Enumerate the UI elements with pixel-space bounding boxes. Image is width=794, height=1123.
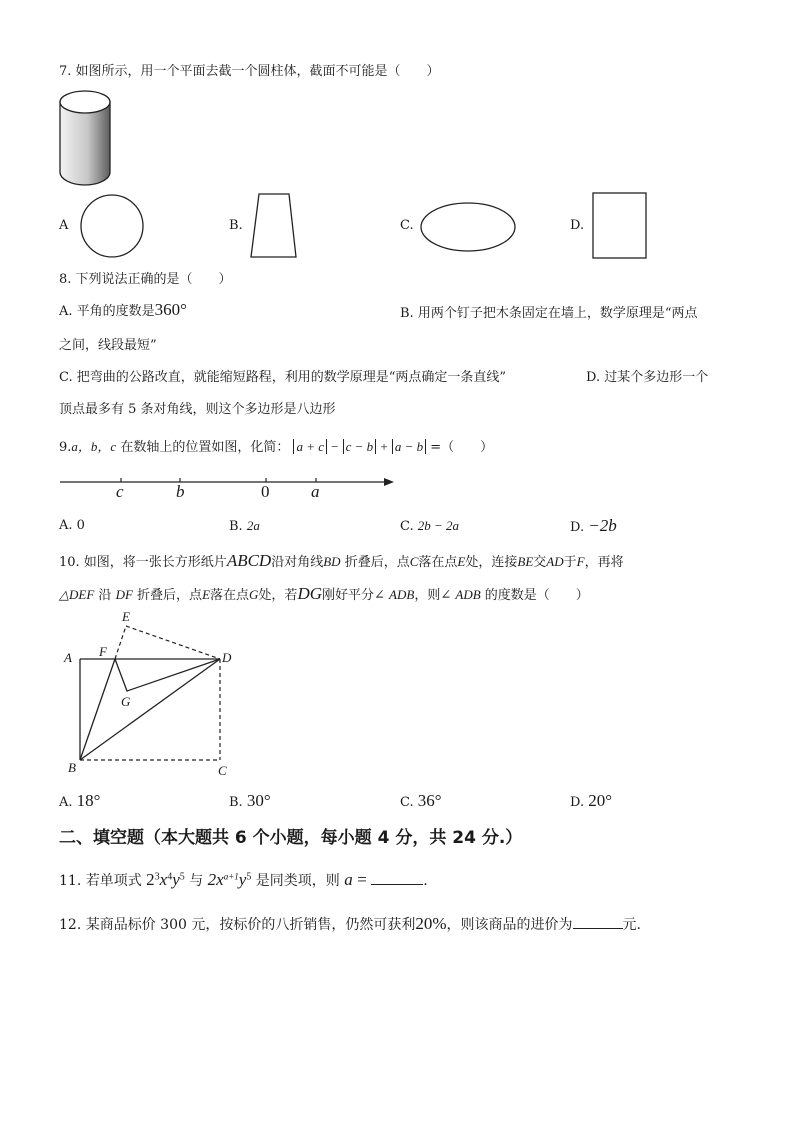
q9-option-a: A. 0: [59, 518, 85, 533]
q9-vars: a，b，c: [71, 439, 117, 454]
q10-option-c-value: 36°: [417, 791, 442, 810]
q10-text: 沿对角线: [271, 555, 324, 570]
q10-label-f: F: [99, 644, 107, 659]
q10-option-a: [59, 791, 100, 811]
q10-segment-be: BE: [517, 554, 534, 569]
q10-text: 落在点: [210, 588, 250, 603]
q11-end: .: [423, 873, 428, 889]
q10-point-f: F: [576, 554, 585, 569]
q10-point-e: E: [202, 587, 211, 602]
q10-text: 10. 如图，将一张长方形纸片: [59, 555, 227, 570]
q11-answer-blank[interactable]: [371, 870, 423, 885]
q9-number-line: [60, 476, 396, 488]
q10-text: 落在点: [418, 555, 458, 570]
q10-text: 交: [533, 555, 547, 570]
q10-text: ，再将: [584, 555, 624, 570]
q12-text: 某商品标价 300 元，按标价的八折销售，仍然可获利: [85, 917, 416, 933]
q10-line1: [59, 551, 624, 571]
q8-option-d-line2: 顶点最多有 5 条对角线，则这个多边形是八边形: [59, 402, 336, 417]
q10-text: 刚好平分∠: [322, 588, 385, 603]
q10-line2: [59, 584, 589, 604]
q10-text: 折叠后，点: [344, 555, 410, 570]
q10-text: 的度数是（ ）: [484, 588, 589, 603]
q11-term: 2x: [207, 870, 224, 889]
q10-text: 处，连接: [465, 555, 518, 570]
q11-exp: a+1: [223, 871, 239, 882]
q8-option-d-line1: D. 过某个多边形一个: [586, 370, 709, 385]
q9-abs-2: [343, 439, 377, 454]
q11-var-x: x: [159, 870, 168, 889]
q10-segment-ad: AD: [546, 554, 564, 569]
q12-text: ，则该商品的进价为: [446, 917, 573, 933]
q10-label-d: D: [222, 650, 232, 665]
q9-axis-label-c: c: [116, 482, 124, 501]
q7-option-a-circle: [80, 194, 144, 258]
q9-axis-label-b: b: [176, 482, 185, 501]
q11-equals: =: [357, 870, 367, 889]
q10-fold-figure: [60, 605, 250, 780]
q8-option-a-text: A. 平角的度数是: [59, 304, 155, 319]
q8-option-b-line1: B. 用两个钉子把木条固定在墙上，数学原理是“两点: [400, 306, 698, 321]
q12-number: 12.: [59, 917, 82, 933]
q12-percent: 20%: [415, 914, 447, 933]
section-2-heading: 二、填空题（本大题共 6 个小题，每小题 4 分，共 24 分.）: [59, 828, 523, 848]
q11-text: 是同类项，则: [255, 873, 340, 889]
q10-option-a-value: 18°: [76, 791, 101, 810]
q9-option-b: [229, 518, 260, 534]
q11: [59, 870, 428, 890]
q10-diag-name: BD: [323, 554, 341, 569]
q9-axis-label-a: a: [311, 482, 320, 501]
q11-var-y: y: [238, 870, 247, 889]
q9-option-d-value: −2b: [588, 516, 617, 535]
q10-option-d: [570, 791, 612, 811]
q11-exp: 5: [246, 871, 252, 883]
q11-number: 11.: [59, 873, 82, 889]
q11-exp: 3: [154, 871, 160, 883]
q9-minus: −: [331, 439, 339, 454]
cylinder-figure: [55, 88, 115, 190]
q10-text: 折叠后，点: [137, 588, 203, 603]
q9-plus: +: [380, 439, 388, 454]
q10-segment-df: DF: [115, 587, 133, 602]
q10-text: 于: [563, 555, 577, 570]
q8-stem: 8. 下列说法正确的是（ ）: [59, 272, 232, 287]
q11-text: 与: [189, 873, 204, 889]
q9-stem-mid: 在数轴上的位置如图，化简：: [116, 440, 290, 455]
q9-option-d: [570, 516, 617, 536]
q7-option-b-trapezoid: [250, 193, 298, 259]
q9-expr-1: a + c: [296, 439, 325, 454]
q8-option-a-value: 360°: [154, 300, 187, 319]
q10-label-a: A: [64, 650, 72, 665]
q9-axis-label-zero: 0: [261, 482, 270, 501]
q10-option-a-label: A.: [59, 795, 73, 810]
q10-point-e: E: [457, 554, 466, 569]
q10-angle-adb: ADB: [455, 587, 481, 602]
q9-option-c-label: C.: [400, 519, 414, 534]
q7-option-d-rectangle: [592, 192, 648, 260]
q9-option-b-value: 2a: [246, 518, 260, 533]
q10-label-b: B: [68, 760, 76, 775]
q10-text: 处，若: [258, 588, 298, 603]
q10-segment-dg: DG: [297, 584, 322, 603]
q7-option-b-label: B.: [229, 218, 243, 233]
q7-option-c-label: C.: [400, 218, 414, 233]
q9-abs-1: [293, 439, 327, 454]
q10-option-c: [400, 791, 442, 811]
q7-option-c-ellipse: [420, 202, 516, 252]
q10-text: 沿: [94, 588, 112, 603]
q9-option-c: [400, 518, 459, 534]
q9-abs-3: [392, 439, 426, 454]
q12-end: 元.: [622, 917, 641, 933]
q10-option-b: [229, 791, 271, 811]
q10-option-b-label: B.: [229, 795, 243, 810]
q9-expr-3: a − b: [394, 439, 424, 454]
q8-option-a: [59, 300, 187, 320]
q7-option-a-label: A: [59, 218, 69, 233]
q10-point-c: C: [409, 554, 419, 569]
q9-stem: [59, 436, 493, 455]
q11-term: 2: [146, 870, 155, 889]
q10-rect-name: ABCD: [226, 551, 272, 570]
q9-option-b-label: B.: [229, 519, 243, 534]
q11-exp: 5: [179, 871, 185, 883]
q11-exp: 4: [167, 871, 173, 883]
q9-end: =（ ）: [430, 440, 494, 455]
q10-label-c: C: [218, 763, 227, 778]
q8-option-c: C. 把弯曲的公路改直，就能缩短路程，利用的数学原理是“两点确定一条直线”: [59, 370, 507, 385]
q10-label-e: E: [122, 609, 130, 624]
q10-label-g: G: [121, 694, 131, 709]
q10-angle-adb: ADB: [389, 587, 415, 602]
q10-option-d-label: D.: [570, 795, 585, 810]
q11-var-a: a: [344, 870, 353, 889]
q8-option-b-line2: 之间，线段最短”: [59, 338, 157, 353]
q10-text: ，则∠: [414, 588, 452, 603]
q12-answer-blank[interactable]: [573, 914, 623, 929]
q10-point-g: G: [249, 587, 259, 602]
q10-option-c-label: C.: [400, 795, 414, 810]
q9-number: 9.: [59, 440, 72, 455]
q7-stem: 7. 如图所示，用一个平面去截一个圆柱体，截面不可能是（ ）: [59, 64, 440, 79]
q10-triangle-def: △DEF: [59, 587, 95, 602]
q9-expr-2: c − b: [345, 439, 374, 454]
q10-option-d-value: 20°: [588, 791, 613, 810]
q11-var-y: y: [172, 870, 180, 889]
q10-option-b-value: 30°: [246, 791, 271, 810]
q9-option-c-value: 2b − 2a: [417, 518, 460, 533]
q7-option-d-label: D.: [570, 218, 585, 233]
q12: [59, 914, 641, 934]
q9-option-d-label: D.: [570, 520, 585, 535]
q11-text: 若单项式: [85, 873, 142, 889]
